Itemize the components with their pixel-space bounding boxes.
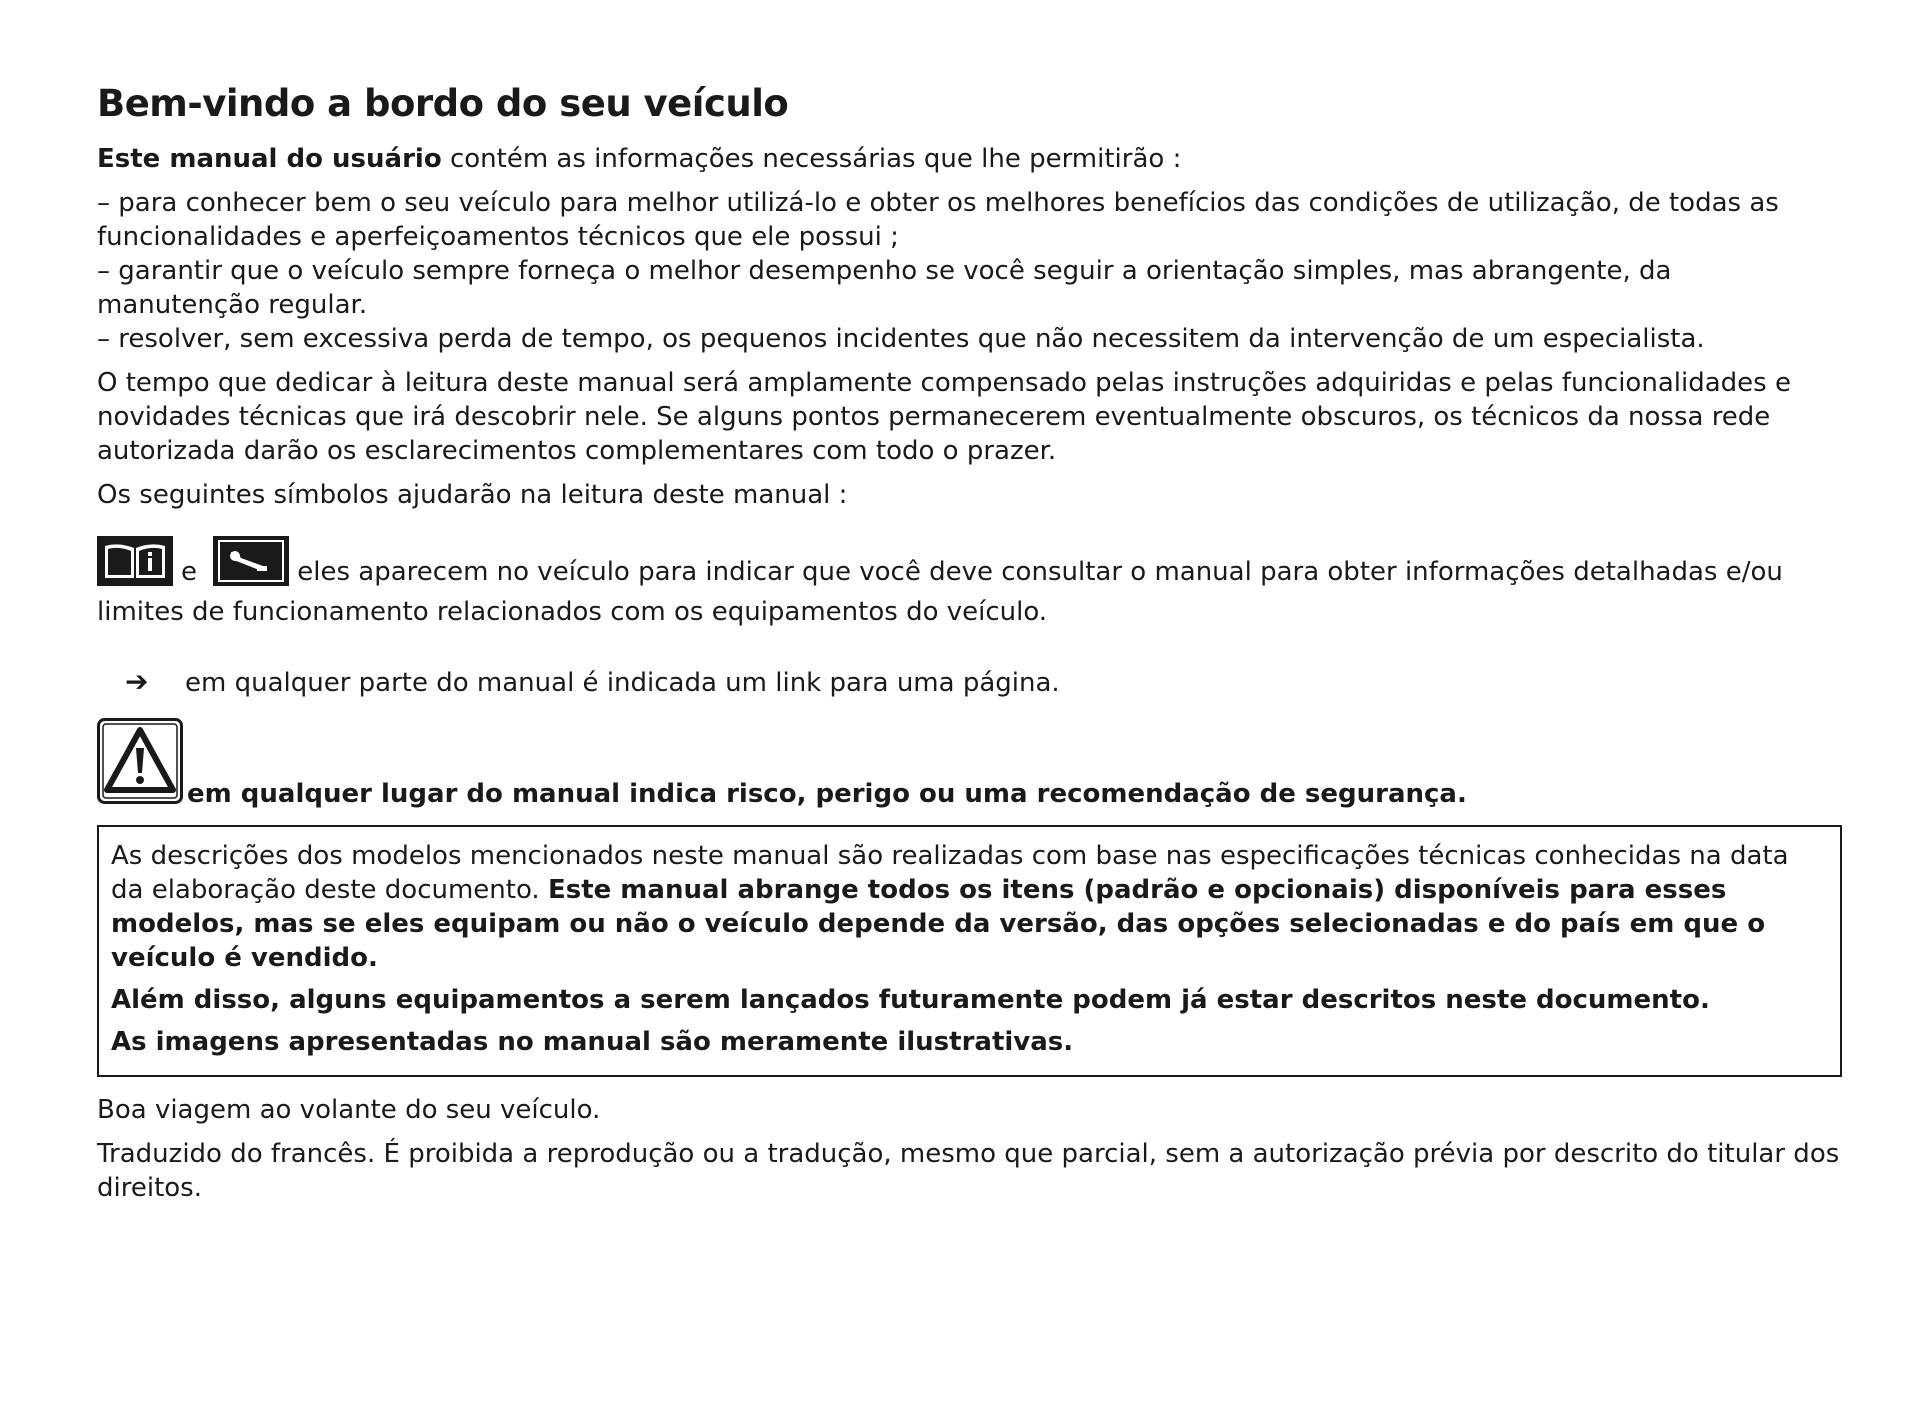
wrench-icon — [213, 536, 289, 595]
link-text: em qualquer parte do manual é indicada um link para uma página. — [185, 668, 1060, 698]
time-paragraph: O tempo que dedicar à leitura deste manual será amplamente compensado pelas instruções adquiridas e pelas funcionalidades e novidades técnicas que irá descobrir nele. Se alguns pontos permanecerem eventualmente obscuros, os técnicos da nossa rede autorizada darão os esclarecimentos complementares com todo o prazer. — [97, 368, 1791, 466]
notice-bold-text: Além disso, alguns equipamentos a serem lançados futuramente podem já estar descritos neste documento. — [111, 985, 1710, 1015]
notice-paragraph-2 — [111, 983, 1826, 1017]
notice-bold-text: Este manual abrange todos os itens (padrão e opcionais) disponíveis para esses modelos, mas se eles equipam ou não o veículo depende da versão, das opções selecionadas e do país em que o veículo é vendido. — [111, 875, 1766, 973]
list-item: – resolver, sem excessiva perda de tempo, os pequenos incidentes que não necessitem da intervenção de um especialista. — [97, 324, 1705, 354]
copyright-paragraph: Traduzido do francês. É proibida a reprodução ou a tradução, mesmo que parcial, sem a autorização prévia por descrito do titular dos direitos. — [97, 1139, 1840, 1203]
warning-triangle-icon — [97, 718, 183, 813]
page-title: Bem-vindo a bordo do seu veículo — [97, 82, 789, 125]
symbols-intro: Os seguintes símbolos ajudarão na leitura deste manual : — [97, 480, 848, 510]
icons-conjunction: e — [181, 557, 197, 587]
intro-paragraph — [97, 142, 1842, 176]
closing-paragraph: Boa viagem ao volante do seu veículo. — [97, 1095, 601, 1125]
notice-box — [97, 825, 1842, 1077]
list-item: – para conhecer bem o seu veículo para melhor utilizá-lo e obter os melhores benefícios das condições de utilização, de todas as funcionalidades e aperfeiçoamentos técnicos que ele possui ; — [97, 188, 1779, 252]
icons-paragraph — [97, 536, 1842, 629]
intro-bold: Este manual do usuário — [97, 144, 442, 174]
icons-text: eles aparecem no veículo para indicar que você deve consultar o manual para obter informações detalhadas e/ou limites de funcionamento relacionados com os equipamentos do veículo. — [97, 557, 1783, 627]
list-item: – garantir que o veículo sempre forneça o melhor desempenho se você seguir a orientação simples, mas abrangente, da manutenção regular. — [97, 256, 1672, 320]
manual-book-icon — [97, 536, 173, 595]
notice-paragraph-1 — [111, 839, 1826, 975]
intro-text: contém as informações necessárias que lhe permitirão : — [441, 144, 1182, 174]
notice-bold-text: As imagens apresentadas no manual são meramente ilustrativas. — [111, 1027, 1074, 1057]
warning-paragraph — [97, 718, 1842, 813]
link-paragraph — [125, 665, 1842, 700]
arrow-right-icon: ➔ — [125, 665, 149, 698]
bullet-list — [97, 186, 1842, 356]
notice-paragraph-3 — [111, 1025, 1826, 1059]
warning-text: em qualquer lugar do manual indica risco, perigo ou uma recomendação de segurança. — [187, 779, 1467, 809]
notice-text: As descrições dos modelos mencionados neste manual são realizadas com base nas especificações técnicas conhecidas na data da elaboração deste documento. — [111, 841, 1789, 905]
manual-page — [97, 80, 1842, 1215]
